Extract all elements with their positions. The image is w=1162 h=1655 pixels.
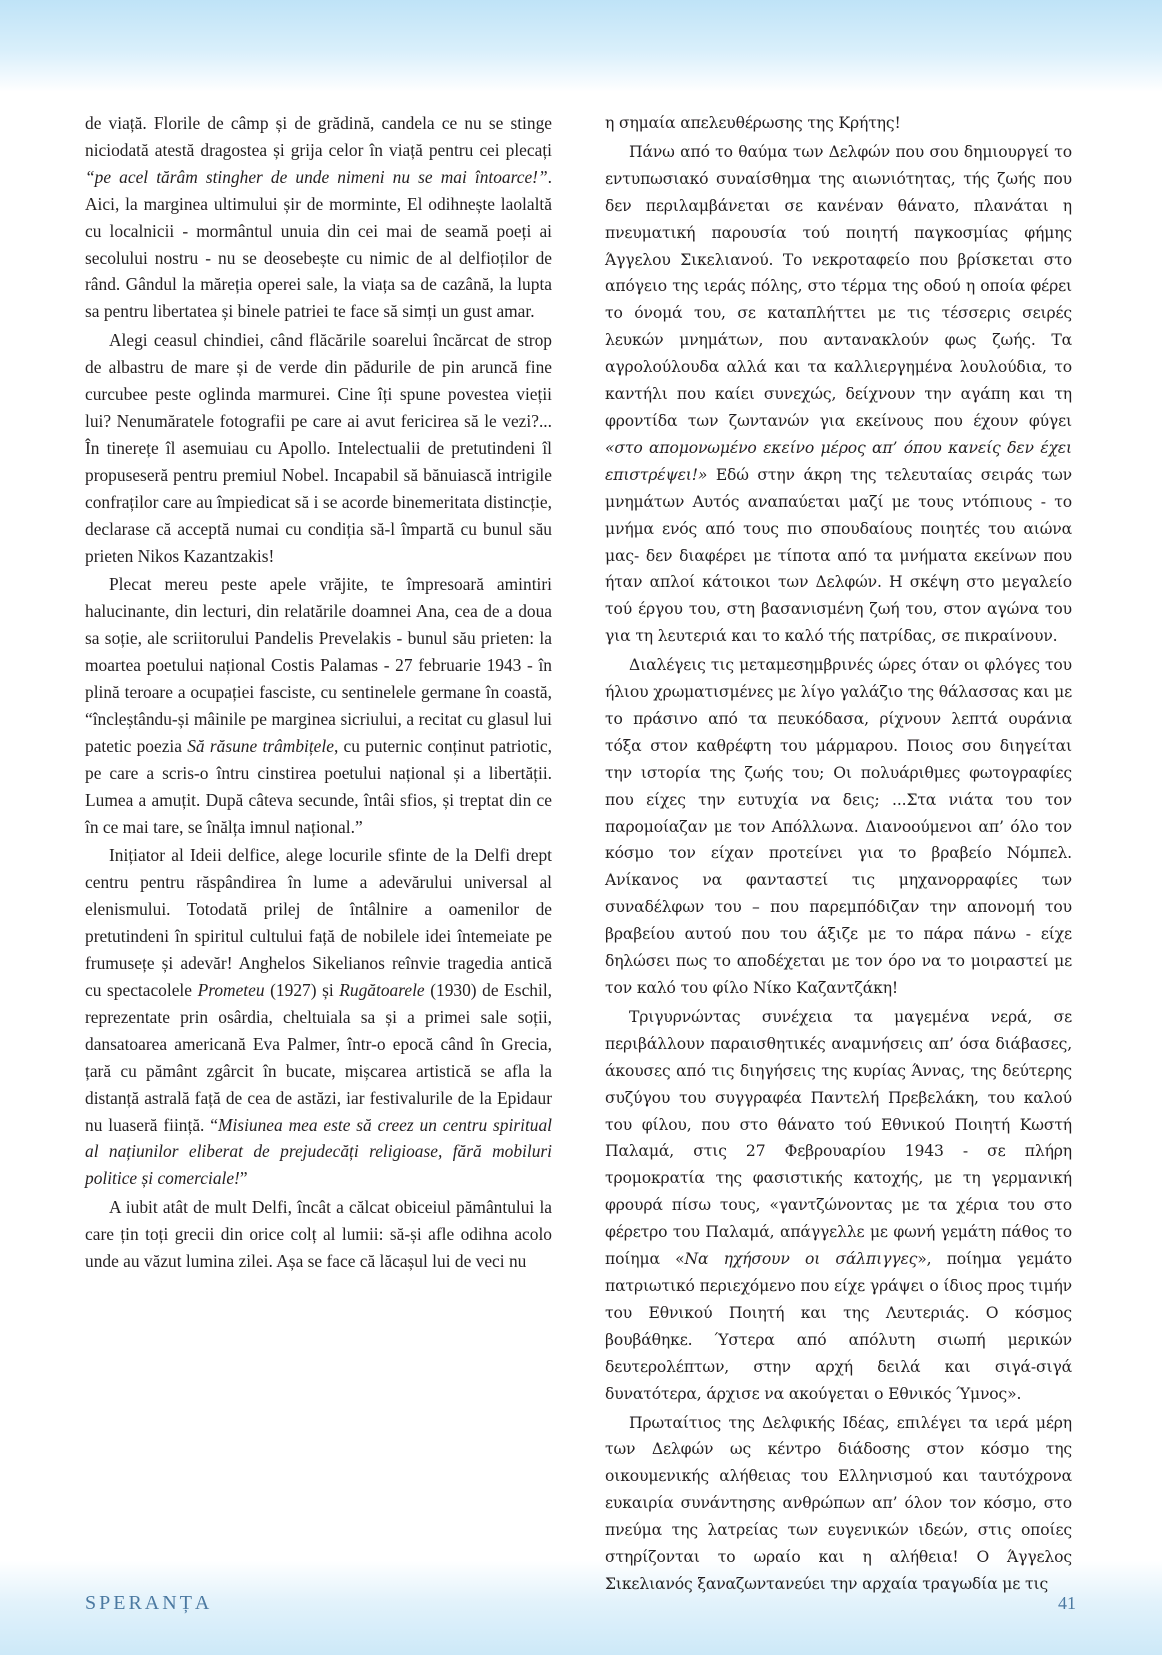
- magazine-title: SPERANȚA: [85, 1592, 213, 1614]
- text-run: Alegi ceasul chindiei, când flăcările soarelui încărcat de strop de albastru de mare și de verde din pădurile de pin aruncă fine curcubee peste oglinda marmurei. Cine îți spune povestea vieții lui? Nenumăratele fotografii pe care ai avut fericirea să le vezi?... În tinerețe îl asemuiau cu Apollo. Intelectualii de pretutindeni îl propuseseră pentru premiul Nobel. Incapabil să bănuiască intrigile confraților care au împiedicat să i se acorde binemeritata distincție, declarase că acceptă numai cu condiția să-l împartă cu bunul său prieten Nikos Kazantzakis!: [85, 330, 552, 566]
- paragraph: [85, 571, 552, 840]
- italic-quote: Să răsune trâmbițele: [187, 735, 334, 756]
- text-run: Πρωταίτιος της Δελφικής Ιδέας, επιλέγει τα ιερά μέρη των Δελφών ως κέντρο διάδοσης στον κόσμο της οικουμενικής αλήθειας του Ελληνισμού και ταυτόχρονα ευκαιρία συνάντησης ανθρώπων απ’ όλον τον κόσμο, στο πνεύμα της λατρείας των ευγενικών ιδεών, στις οποίες στηρίζονται το ωραίο και η αλήθεια! Ο Άγγελος Σικελιανός ξαναζωντανεύει την αρχαία τραγωδία με τις: [605, 1413, 1072, 1593]
- paragraph: [605, 1410, 1072, 1598]
- right-text-column-greek: [605, 110, 1072, 1593]
- text-run: , cu puternic conținut patriotic, pe care a scris-o întru cinstirea poetului național și a libertății. Lumea a amuțit. După câteva secunde, întâi sfios, și treptat din ce în ce mai tare, se înălța imnul național.”: [85, 735, 552, 837]
- paragraph: [605, 110, 1072, 137]
- header-gradient-band: [0, 0, 1162, 92]
- paragraph: [85, 842, 552, 1192]
- italic-quote: Misiunea mea este să creez un centru spiritual al națiunilor eliberat de prejudecăți religioase, fără mobiluri politice și comerciale!: [85, 1114, 552, 1189]
- paragraph: [85, 1194, 552, 1275]
- left-text-column-romanian: [85, 110, 552, 1555]
- text-run: Εδώ στην άκρη της τελευταίας σειράς των μνημάτων Αυτός αναπαύεται μαζί με τους ντόπιους - το μνήμα ενός από τους πιο σπουδαίους ποιητές του αιώνα μας- δεν διαφέρει με τίποτα από τα μνήματα εκείνων που ήταν απλοί κάτοικοι των Δελφών. Η σκέψη στο μεγαλείο τού έργου του, στη βασανισμένη ζωή του, στον αγώνα του για τη λευτεριά και το καλό τής πατρίδας, σε πικραίνουν.: [605, 465, 1072, 646]
- text-run: Διαλέγεις τις μεταμεσημβρινές ώρες όταν οι φλόγες του ήλιου χρωματισμένες με λίγο γαλάζιο της θάλασσας και με το πράσινο από τα πευκόδασα, ρίχνουν λεπτά ουράνια τόξα στον καθρέφτη του μάρμαρου. Ποιος σου διηγείται την ιστορία της ζωής του; Οι πολυάριθμες φωτογραφίες που είχες την ευτυχία να δεις; ...Στα νιάτα του τον παρομοίαζαν με τον Απόλλωνα. Διανοούμενοι απ’ όλο τον κόσμο τον είχαν προτείνει για το βραβείο Νόμπελ. Ανίκανος να φανταστεί τις μηχανορραφίες των συναδέλφων του – που παρεμπόδιζαν την απονομή του βραβείου αυτού που του άξιζε με το πάρα πάνω - είχε δηλώσει πως το αποδέχεται με τον όρο να το μοιραστεί με τον καλό του φίλο Νίκο Καζαντζάκη!: [605, 656, 1072, 997]
- italic-quote: Να ηχήσουν οι σάλπιγγες: [684, 1250, 918, 1269]
- text-run: (1927) și: [264, 980, 340, 1000]
- text-run: η σημαία απελευθέρωσης της Κρήτης!: [605, 114, 901, 132]
- text-run: », ποίημα γεμάτο πατριωτικό περιεχόμενο που είχε γράψει ο ίδιος προς τιμήν του Εθνικού Ποιητή και της Λευτεριάς. Ο κόσμος βουβάθηκε. Ύστερα από απόλυτη σιωπή μερικών δευτερολέπτων, στην αρχή δειλά και σιγά-σιγά δυνατότερα, άρχισε να ακούγεται ο Εθνικός Ύμνος».: [605, 1250, 1072, 1403]
- italic-quote: “pe acel tărâm stingher de unde nimeni nu se mai întoarce!”: [85, 166, 548, 187]
- italic-quote: Rugătoarele: [339, 980, 425, 1000]
- paragraph: [605, 652, 1072, 1002]
- paragraph: [85, 110, 552, 325]
- text-run: . Aici, la marginea ultimului șir de morminte, El odihnește laolaltă cu localnicii - mormântul unuia din cei mai de seamă poeți ai secolului nostru - nu se deosebește cu nimic de al delfioților de rând. Gândul la măreția operei sale, la viața sa de cazână, la lupta sa pentru libertatea și binele patriei te face să simți un gust amar.: [85, 166, 552, 322]
- text-run: Τριγυρνώντας συνέχεια τα μαγεμένα νερά, σε περιβάλλουν παραισθητικές αναμνήσεις απ’ όσα διάβασες, άκουσες από τις διηγήσεις της κυρίας Άννας, της δεύτερης συζύγου του συγγραφέα Παντελή Πρεβελάκη, του καλού του φίλου, που στο θάνατο τού Εθνικού Ποιητή Κωστή Παλαμά, στις 27 Φεβρουαρίου 1943 - σε πλήρη τρομοκρατία της φασιστικής κατοχής, με τη γερμανική φρουρά πίσω τους, «γαντζώνοντας με τα χέρια του στο φέρετρο του Παλαμά, απάγγελλε με φωνή γεμάτη πάθος το ποίημα «: [605, 1007, 1072, 1269]
- text-run: Plecat mereu peste apele vrăjite, te împresoară amintiri halucinante, din lecturi, din relatările doamnei Ana, cea de a doua sa soție, ale scriitorului Pandelis Prevelakis - bunul său prieten: la moartea poetului național Costis Palamas - 27 februarie 1943 - în plină teroare a ocupației fasciste, cu sentinelele germane în coastă, “încleștându-și mâinile pe marginea sicriului, a recitat cu glasul lui patetic poezia: [85, 574, 552, 756]
- italic-quote: «στο απομονωμένο εκείνο μέρος απ’ όπου κανείς δεν έχει επιστρέψει!»: [605, 438, 1072, 484]
- italic-quote: Prometeu: [197, 980, 265, 1000]
- text-run: ”: [239, 1168, 248, 1189]
- paragraph: [605, 1004, 1072, 1408]
- page-number: 41: [1058, 1593, 1076, 1613]
- paragraph: [85, 327, 552, 569]
- text-run: Inițiator al Ideii delfice, alege locurile sfinte de la Delfi drept centru pentru răspândirea în lume a adevărului universal al elenismului. Totodată prilej de întâlnire a oamenilor de pretutindeni în spiritul cultului față de nobilele idei întemeiate pe frumusețe și adevăr! Anghelos Sikelianos reînvie tragedia antică cu spectacolele: [85, 845, 552, 1000]
- text-run: (1930) de Eschil, reprezentate prin osârdia, cheltuiala sa și a primei sale soții, dansatoarea americană Eva Palmer, într-o epocă când în Grecia, țară cu pământ zgârcit în bucate, mișcarea artistică se afla la distanță astrală față de cea de astăzi, iar festivalurile de la Epidaur nu luaseră ființă. “: [85, 980, 552, 1135]
- text-run: de viață. Florile de câmp și de grădină, candela ce nu se stinge niciodată atestă dragostea și grija celor în viață pentru cei plecați: [85, 113, 552, 160]
- text-run: A iubit atât de mult Delfi, încât a călcat obiceiul pământului la care țin toți grecii din orice colț al lumii: să-și afle odihna acolo unde au văzut lumina zilei. Așa se face că lăcașul lui de veci nu: [85, 1197, 552, 1272]
- text-run: Πάνω από το θαύμα των Δελφών που σου δημιουργεί το εντυπωσιακό συναίσθημα της αιωνιότητας, τής ζωής που δεν περιλαμβάνεται σε κανέναν θάνατο, πλανάται η πνευματική παρουσία τού ποιητή παγκοσμίας φήμης Άγγελου Σικελιανού. Το νεκροταφείο που βρίσκεται στο απόγειο της ιεράς πόλης, στο τέρμα της οδού η οποία φέρει το όνομά του, σε καταπλήττει με τις τέσσερις σειρές λευκών μνημάτων, που αντανακλούν φως ζωής. Τα αγρολούλουδα αλλά και τα καλλιεργημένα λουλούδια, το καντήλι που καίει συνεχώς, δείχνουν την αγάπη και τη φροντίδα των ζωντανών για εκείνους που έχουν φύγει: [605, 142, 1072, 430]
- paragraph: [605, 139, 1072, 650]
